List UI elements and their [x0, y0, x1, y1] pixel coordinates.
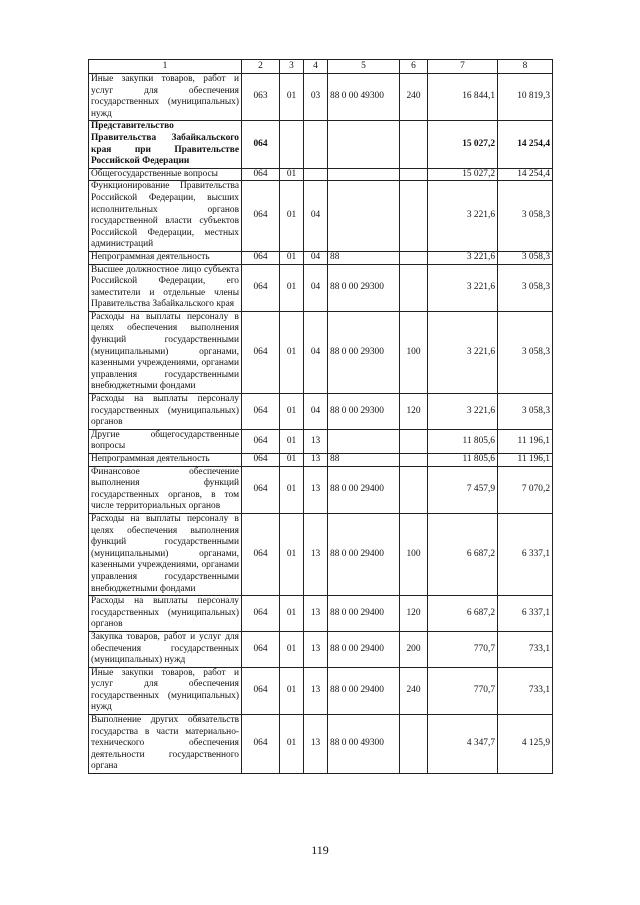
cell-amount-2: 3 058,3	[498, 251, 553, 264]
cell-expense-type: 200	[400, 631, 428, 667]
cell-amount-2: 3 058,3	[498, 394, 553, 430]
cell-subsection: 13	[304, 631, 328, 667]
cell-ministry-code: 064	[242, 264, 280, 311]
cell-target-article: 88 0 00 29400	[328, 513, 400, 595]
cell-amount-2: 6 337,1	[498, 513, 553, 595]
cell-name: Финансовое обеспечение выполнения функций государственных органов, в том числе территориальных органов	[89, 466, 242, 513]
cell-ministry-code: 064	[242, 311, 280, 393]
cell-section: 01	[280, 513, 304, 595]
header-col-8: 8	[498, 60, 553, 74]
cell-subsection	[304, 168, 328, 181]
cell-name: Расходы на выплаты персоналу государственных (муниципальных) органов	[89, 596, 242, 632]
cell-section: 01	[280, 596, 304, 632]
cell-subsection: 04	[304, 251, 328, 264]
cell-section: 01	[280, 168, 304, 181]
cell-amount-2: 14 254,4	[498, 121, 553, 168]
table-row	[89, 596, 553, 632]
cell-expense-type	[400, 168, 428, 181]
cell-amount-1: 6 687,2	[428, 596, 498, 632]
cell-ministry-code: 064	[242, 631, 280, 667]
cell-amount-1: 11 805,6	[428, 429, 498, 453]
cell-amount-2: 11 196,1	[498, 454, 553, 467]
header-col-7: 7	[428, 60, 498, 74]
page-number: 119	[311, 843, 329, 857]
cell-target-article: 88	[328, 251, 400, 264]
table-row	[89, 394, 553, 430]
table-row	[89, 466, 553, 513]
cell-expense-type: 120	[400, 596, 428, 632]
cell-subsection: 04	[304, 394, 328, 430]
cell-name: Закупка товаров, работ и услуг для обеспечения государственных (муниципальных) нужд	[89, 631, 242, 667]
cell-name: Расходы на выплаты персоналу государственных (муниципальных) органов	[89, 394, 242, 430]
cell-name: Представительство Правительства Забайкальского края при Правительстве Российской Федерации	[89, 121, 242, 168]
cell-amount-1: 7 457,9	[428, 466, 498, 513]
cell-target-article: 88 0 00 29300	[328, 311, 400, 393]
cell-name: Другие общегосударственные вопросы	[89, 429, 242, 453]
cell-name: Иные закупки товаров, работ и услуг для обеспечения государственных (муниципальных) нужд	[89, 667, 242, 714]
table-row	[89, 264, 553, 311]
cell-amount-1: 6 687,2	[428, 513, 498, 595]
cell-amount-2: 3 058,3	[498, 181, 553, 252]
header-col-4: 4	[304, 60, 328, 74]
cell-subsection: 13	[304, 596, 328, 632]
cell-amount-1: 16 844,1	[428, 74, 498, 121]
cell-expense-type: 100	[400, 311, 428, 393]
table-row	[89, 513, 553, 595]
cell-section	[280, 121, 304, 168]
cell-name: Иные закупки товаров, работ и услуг для обеспечения государственных (муниципальных) нужд	[89, 74, 242, 121]
cell-ministry-code: 064	[242, 251, 280, 264]
cell-section: 01	[280, 454, 304, 467]
cell-amount-1: 11 805,6	[428, 454, 498, 467]
cell-amount-1: 3 221,6	[428, 264, 498, 311]
cell-amount-1: 3 221,6	[428, 181, 498, 252]
cell-name: Непрограммная деятельность	[89, 251, 242, 264]
cell-amount-1: 15 027,2	[428, 168, 498, 181]
cell-target-article: 88 0 00 29300	[328, 394, 400, 430]
cell-target-article: 88	[328, 454, 400, 467]
cell-expense-type	[400, 715, 428, 774]
table-row	[89, 311, 553, 393]
cell-section: 01	[280, 181, 304, 252]
table-header-row	[89, 60, 553, 74]
cell-expense-type	[400, 466, 428, 513]
cell-section: 01	[280, 429, 304, 453]
cell-amount-2: 14 254,4	[498, 168, 553, 181]
table-row	[89, 715, 553, 774]
cell-subsection: 13	[304, 513, 328, 595]
header-col-6: 6	[400, 60, 428, 74]
cell-ministry-code: 063	[242, 74, 280, 121]
cell-section: 01	[280, 631, 304, 667]
cell-subsection	[304, 121, 328, 168]
cell-amount-2: 7 070,2	[498, 466, 553, 513]
cell-subsection: 13	[304, 429, 328, 453]
cell-target-article: 88 0 00 29400	[328, 466, 400, 513]
cell-amount-1: 770,7	[428, 667, 498, 714]
cell-target-article	[328, 168, 400, 181]
cell-name: Расходы на выплаты персоналу в целях обеспечения выполнения функций государственными (муниципальными) органами, казенными учреждениями, органами управления государственными внебюджетными фондами	[89, 311, 242, 393]
cell-target-article: 88 0 00 49300	[328, 715, 400, 774]
cell-section: 01	[280, 466, 304, 513]
table-row	[89, 454, 553, 467]
table-row	[89, 168, 553, 181]
cell-amount-1: 770,7	[428, 631, 498, 667]
cell-target-article: 88 0 00 29400	[328, 631, 400, 667]
cell-amount-2: 4 125,9	[498, 715, 553, 774]
cell-expense-type	[400, 251, 428, 264]
cell-amount-2: 3 058,3	[498, 264, 553, 311]
cell-ministry-code: 064	[242, 454, 280, 467]
cell-expense-type	[400, 429, 428, 453]
cell-subsection: 03	[304, 74, 328, 121]
cell-subsection: 13	[304, 715, 328, 774]
cell-ministry-code: 064	[242, 715, 280, 774]
cell-amount-2: 10 819,3	[498, 74, 553, 121]
cell-expense-type	[400, 181, 428, 252]
cell-amount-2: 3 058,3	[498, 311, 553, 393]
header-col-1: 1	[89, 60, 242, 74]
table-row	[89, 181, 553, 252]
cell-ministry-code: 064	[242, 667, 280, 714]
cell-ministry-code: 064	[242, 466, 280, 513]
cell-section: 01	[280, 251, 304, 264]
cell-ministry-code: 064	[242, 394, 280, 430]
cell-amount-2: 6 337,1	[498, 596, 553, 632]
cell-section: 01	[280, 74, 304, 121]
cell-expense-type	[400, 264, 428, 311]
cell-ministry-code: 064	[242, 181, 280, 252]
table-body	[89, 74, 553, 774]
cell-amount-2: 733,1	[498, 631, 553, 667]
cell-subsection: 13	[304, 466, 328, 513]
cell-target-article: 88 0 00 29300	[328, 264, 400, 311]
cell-section: 01	[280, 667, 304, 714]
cell-ministry-code: 064	[242, 168, 280, 181]
cell-amount-2: 11 196,1	[498, 429, 553, 453]
cell-section: 01	[280, 264, 304, 311]
cell-target-article: 88 0 00 49300	[328, 74, 400, 121]
cell-ministry-code: 064	[242, 429, 280, 453]
table-row	[89, 74, 553, 121]
table-row	[89, 121, 553, 168]
cell-expense-type: 100	[400, 513, 428, 595]
table-row	[89, 251, 553, 264]
cell-target-article: 88 0 00 29400	[328, 667, 400, 714]
table-row	[89, 631, 553, 667]
cell-expense-type: 240	[400, 667, 428, 714]
cell-amount-2: 733,1	[498, 667, 553, 714]
cell-name: Общегосударственные вопросы	[89, 168, 242, 181]
cell-amount-1: 15 027,2	[428, 121, 498, 168]
cell-name: Выполнение других обязательств государства в части материально-технического обеспечения деятельности государственного органа	[89, 715, 242, 774]
cell-ministry-code: 064	[242, 121, 280, 168]
header-col-2: 2	[242, 60, 280, 74]
header-col-5: 5	[328, 60, 400, 74]
cell-name: Непрограммная деятельность	[89, 454, 242, 467]
table-row	[89, 429, 553, 453]
cell-section: 01	[280, 715, 304, 774]
cell-expense-type: 120	[400, 394, 428, 430]
cell-expense-type	[400, 454, 428, 467]
cell-section: 01	[280, 311, 304, 393]
cell-expense-type: 240	[400, 74, 428, 121]
cell-target-article	[328, 181, 400, 252]
cell-target-article: 88 0 00 29400	[328, 596, 400, 632]
cell-ministry-code: 064	[242, 596, 280, 632]
table-row	[89, 667, 553, 714]
cell-subsection: 04	[304, 181, 328, 252]
cell-amount-1: 3 221,6	[428, 251, 498, 264]
cell-subsection: 13	[304, 667, 328, 714]
budget-table	[88, 59, 553, 774]
cell-subsection: 13	[304, 454, 328, 467]
cell-name: Высшее должностное лицо субъекта Российской Федерации, его заместители и отдельные члены Правительства Забайкальского края	[89, 264, 242, 311]
header-col-3: 3	[280, 60, 304, 74]
cell-section: 01	[280, 394, 304, 430]
cell-amount-1: 3 221,6	[428, 394, 498, 430]
cell-subsection: 04	[304, 264, 328, 311]
cell-target-article	[328, 121, 400, 168]
cell-expense-type	[400, 121, 428, 168]
cell-target-article	[328, 429, 400, 453]
cell-amount-1: 4 347,7	[428, 715, 498, 774]
cell-amount-1: 3 221,6	[428, 311, 498, 393]
cell-ministry-code: 064	[242, 513, 280, 595]
cell-name: Функционирование Правительства Российской Федерации, высших исполнительных органов государственной власти субъектов Российской Федерации, местных администраций	[89, 181, 242, 252]
cell-name: Расходы на выплаты персоналу в целях обеспечения выполнения функций государственными (муниципальными) органами, казенными учреждениями, органами управления государственными внебюджетными фондами	[89, 513, 242, 595]
cell-subsection: 04	[304, 311, 328, 393]
